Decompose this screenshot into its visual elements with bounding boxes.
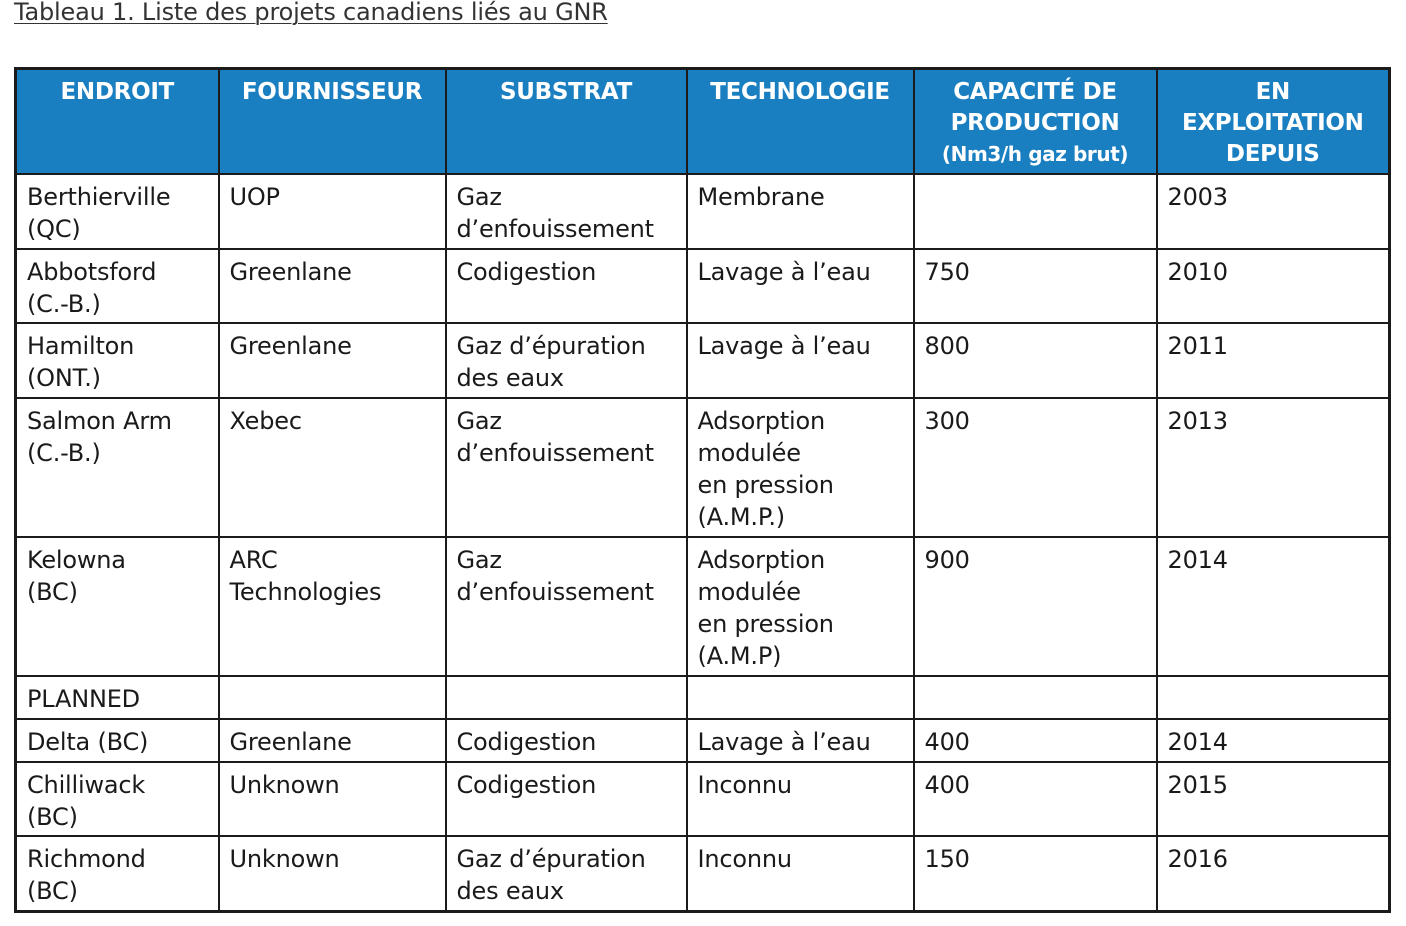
cell-since: 2016: [1157, 836, 1390, 911]
header-capacity: [914, 69, 1157, 175]
table-row: [16, 323, 1390, 398]
cell-substrate: Codigestion: [446, 249, 687, 323]
cell-capacity: 150: [914, 836, 1157, 911]
table-caption: Tableau 1. Liste des projets canadiens liés au GNR: [14, 0, 608, 26]
header-substrate: SUBSTRAT: [446, 69, 687, 175]
cell-substrate: Gaz d’épuration des eaux: [446, 323, 687, 398]
cell-supplier: Unknown: [219, 762, 446, 836]
table-row: [16, 174, 1390, 249]
table-row: [16, 762, 1390, 836]
header-capacity-line1: CAPACITÉ DE: [953, 79, 1117, 105]
table-row: [16, 398, 1390, 537]
cell-supplier: Xebec: [219, 398, 446, 537]
cell-technology: Lavage à l’eau: [687, 249, 914, 323]
cell-since: [1157, 676, 1390, 719]
header-row: [16, 69, 1390, 175]
cell-since: 2003: [1157, 174, 1390, 249]
cell-substrate: Gaz d’enfouissement: [446, 174, 687, 249]
cell-technology: Adsorption modulée en pression (A.M.P): [687, 537, 914, 676]
table-row: [16, 676, 1390, 719]
cell-since: 2014: [1157, 719, 1390, 762]
cell-supplier: UOP: [219, 174, 446, 249]
table-row: [16, 537, 1390, 676]
cell-supplier: Unknown: [219, 836, 446, 911]
table-row: [16, 836, 1390, 911]
header-location: ENDROIT: [16, 69, 219, 175]
header-technology: TECHNOLOGIE: [687, 69, 914, 175]
cell-substrate: Codigestion: [446, 762, 687, 836]
header-supplier: FOURNISSEUR: [219, 69, 446, 175]
cell-location: Berthierville (QC): [16, 174, 219, 249]
cell-location: Chilliwack (BC): [16, 762, 219, 836]
cell-substrate: [446, 676, 687, 719]
header-capacity-unit: (Nm3/h gaz brut): [941, 142, 1129, 166]
header-capacity-line2: PRODUCTION: [950, 110, 1120, 136]
cell-substrate: Gaz d’enfouissement: [446, 537, 687, 676]
cell-capacity: 400: [914, 719, 1157, 762]
cell-technology: Membrane: [687, 174, 914, 249]
projects-table: [14, 67, 1391, 913]
cell-since: 2015: [1157, 762, 1390, 836]
cell-supplier: [219, 676, 446, 719]
cell-capacity: 400: [914, 762, 1157, 836]
cell-supplier: Greenlane: [219, 719, 446, 762]
cell-supplier: Greenlane: [219, 323, 446, 398]
header-since: [1157, 69, 1390, 175]
cell-technology: Inconnu: [687, 762, 914, 836]
header-since-line1: EN: [1255, 79, 1290, 105]
cell-location: Kelowna (BC): [16, 537, 219, 676]
cell-since: 2013: [1157, 398, 1390, 537]
cell-location: Delta (BC): [16, 719, 219, 762]
table-row: [16, 249, 1390, 323]
header-since-line2: EXPLOITATION: [1181, 110, 1364, 136]
cell-technology: Adsorption modulée en pression (A.M.P.): [687, 398, 914, 537]
cell-technology: Lavage à l’eau: [687, 719, 914, 762]
cell-technology: Lavage à l’eau: [687, 323, 914, 398]
cell-technology: Inconnu: [687, 836, 914, 911]
cell-location: Hamilton (ONT.): [16, 323, 219, 398]
cell-capacity: 900: [914, 537, 1157, 676]
cell-location: Salmon Arm (C.-B.): [16, 398, 219, 537]
cell-supplier: ARC Technologies: [219, 537, 446, 676]
cell-location: PLANNED: [16, 676, 219, 719]
cell-supplier: Greenlane: [219, 249, 446, 323]
cell-since: 2011: [1157, 323, 1390, 398]
cell-capacity: 750: [914, 249, 1157, 323]
table-row: [16, 719, 1390, 762]
cell-technology: [687, 676, 914, 719]
cell-capacity: 800: [914, 323, 1157, 398]
cell-capacity: [914, 676, 1157, 719]
cell-substrate: Gaz d’épuration des eaux: [446, 836, 687, 911]
cell-location: Richmond (BC): [16, 836, 219, 911]
cell-capacity: 300: [914, 398, 1157, 537]
cell-since: 2014: [1157, 537, 1390, 676]
cell-since: 2010: [1157, 249, 1390, 323]
cell-substrate: Codigestion: [446, 719, 687, 762]
cell-location: Abbotsford (C.-B.): [16, 249, 219, 323]
cell-capacity: [914, 174, 1157, 249]
header-since-line3: DEPUIS: [1225, 141, 1320, 167]
cell-substrate: Gaz d’enfouissement: [446, 398, 687, 537]
